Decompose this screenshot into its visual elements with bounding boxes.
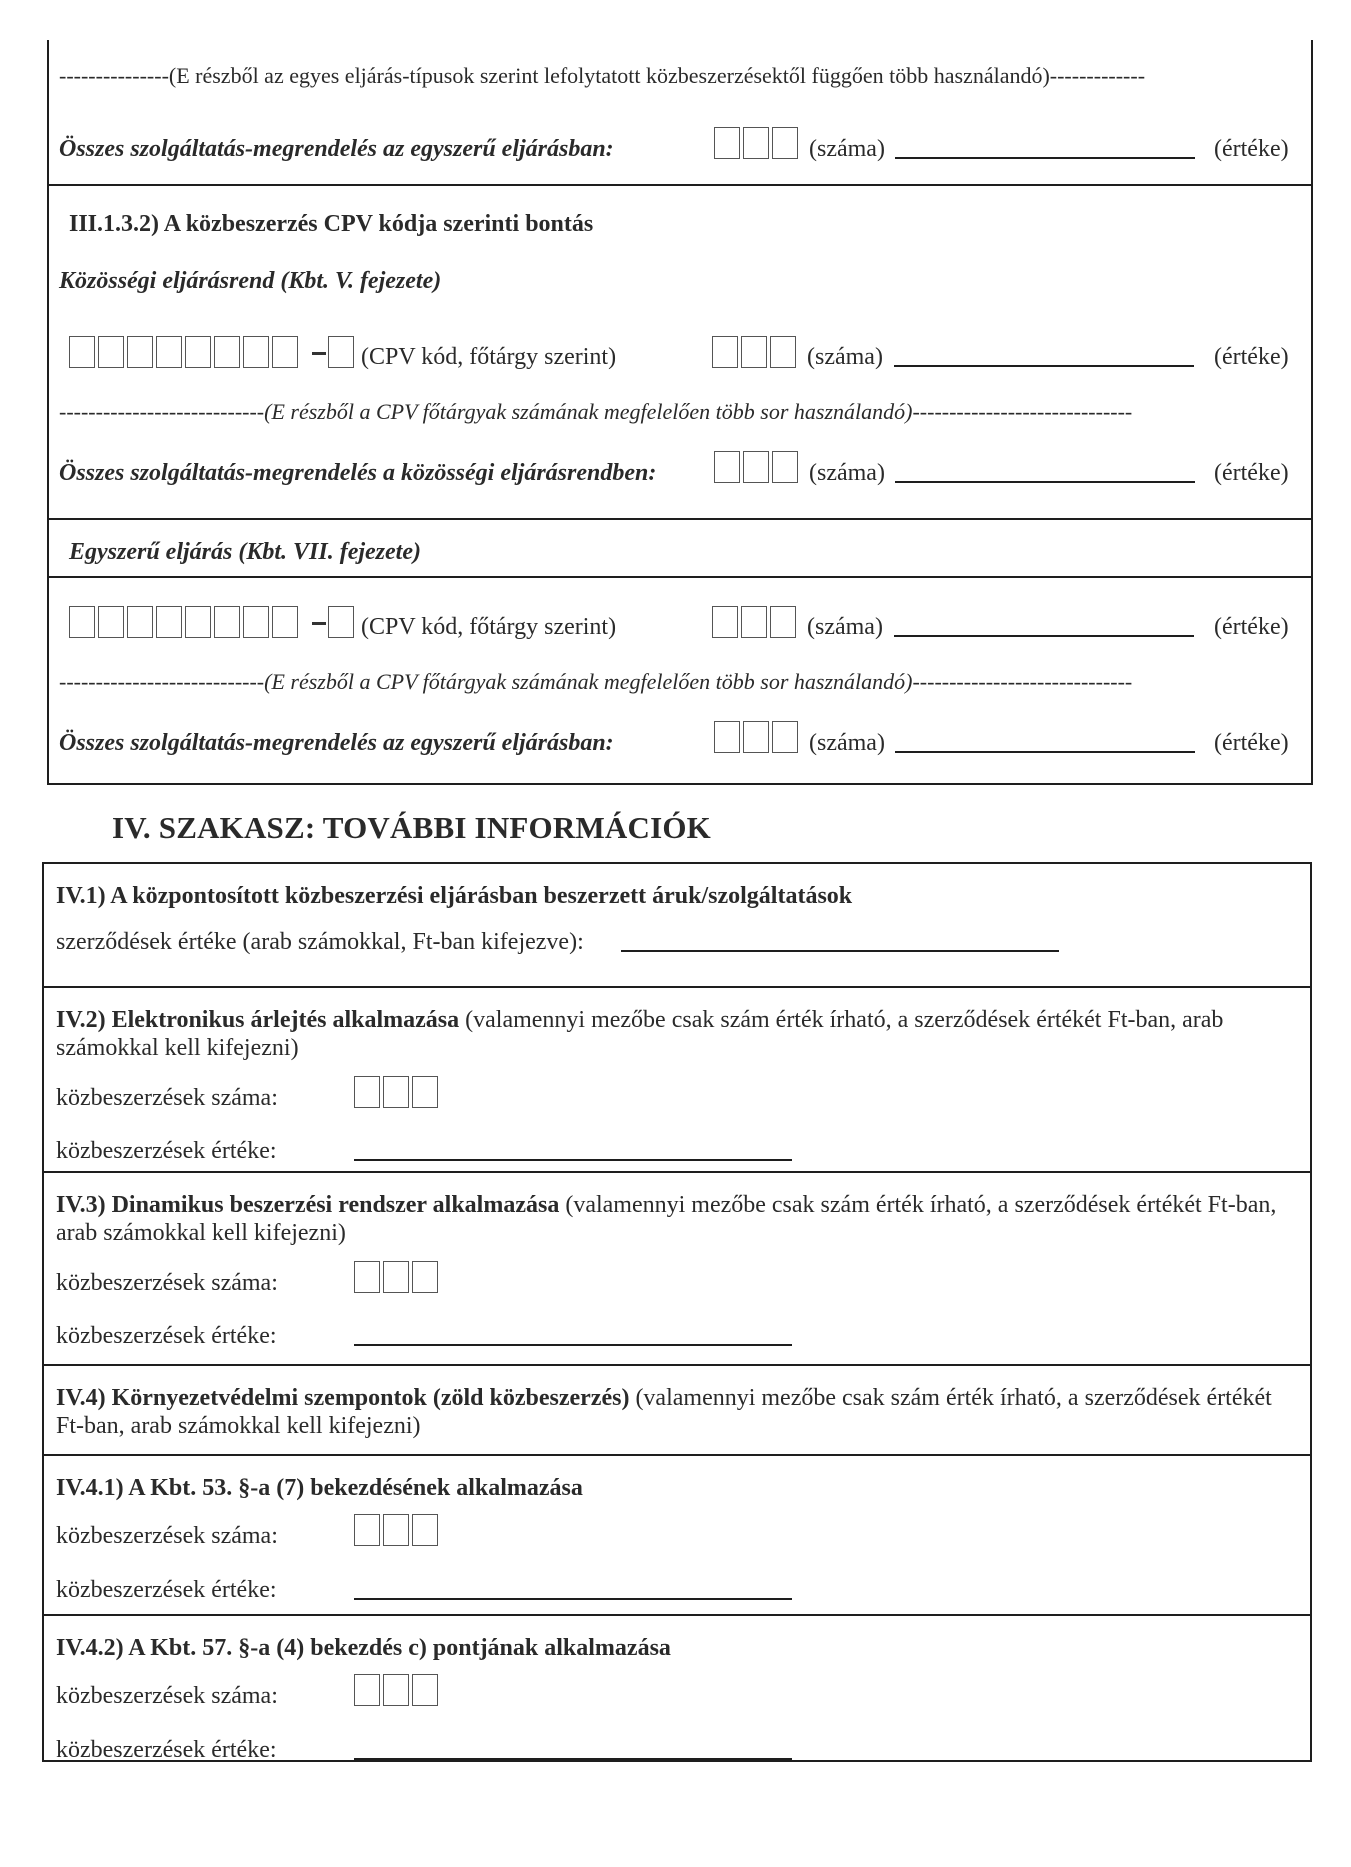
digit-box[interactable]	[383, 1674, 409, 1706]
szama-label: (száma)	[809, 460, 885, 486]
erteke-label: (értéke)	[1214, 136, 1289, 162]
cpv-code-boxes[interactable]	[69, 606, 301, 638]
digit-box[interactable]	[328, 606, 354, 638]
erteke-label: (értéke)	[1214, 460, 1289, 486]
iv1-value-line[interactable]	[621, 950, 1059, 952]
szama-label: (száma)	[807, 614, 883, 640]
simple-title: Egyszerű eljárás (Kbt. VII. fejezete)	[69, 539, 421, 565]
cpv-check-box[interactable]	[328, 336, 357, 368]
iv4-note: (valamennyi mezőbe csak szám érték írható, a szerződések értékét Ft-ban, arab számokkal kell kifejezni)	[56, 1385, 1272, 1439]
digit-box[interactable]	[69, 606, 95, 638]
total-simple-label: Összes szolgáltatás-megrendelés az egyszerű eljárásban:	[59, 730, 614, 756]
digit-box[interactable]	[156, 336, 182, 368]
cpv-check-box[interactable]	[328, 606, 357, 638]
total-simple-label: Összes szolgáltatás-megrendelés az egyszerű eljárásban:	[59, 136, 614, 162]
value-label: közbeszerzések értéke:	[56, 1323, 277, 1349]
count-boxes[interactable]	[354, 1261, 441, 1293]
digit-box[interactable]	[741, 606, 767, 638]
szama-label: (száma)	[809, 136, 885, 162]
cpv-label: (CPV kód, főtárgy szerint)	[361, 344, 617, 370]
cpv-code-boxes[interactable]	[69, 336, 301, 368]
digit-box[interactable]	[383, 1514, 409, 1546]
iv2-note: (valamennyi mezőbe csak szám érték írható, a szerződések értékét Ft-ban, arab számokkal kell kifejezni)	[56, 1007, 1224, 1061]
iv1-sub: szerződések értéke (arab számokkal, Ft-ban kifejezve):	[56, 929, 584, 955]
value-line[interactable]	[895, 157, 1195, 159]
digit-box[interactable]	[214, 336, 240, 368]
cpv-heading: III.1.3.2) A közbeszerzés CPV kódja szerinti bontás	[69, 211, 594, 237]
cpv-dash	[312, 622, 326, 625]
digit-box[interactable]	[156, 606, 182, 638]
section-iv-frame	[42, 862, 1312, 1762]
count-boxes[interactable]	[354, 1514, 441, 1546]
digit-box[interactable]	[714, 127, 740, 159]
digit-box[interactable]	[354, 1674, 380, 1706]
iv2-heading	[56, 1006, 1296, 1062]
iv3-title: IV.3) Dinamikus beszerzési rendszer alkalmazása	[56, 1192, 560, 1218]
count-boxes[interactable]	[714, 127, 801, 159]
digit-box[interactable]	[185, 336, 211, 368]
iv2-row	[44, 986, 1310, 1173]
digit-box[interactable]	[772, 721, 798, 753]
digit-box[interactable]	[354, 1514, 380, 1546]
iv42-title: IV.4.2) A Kbt. 57. §-a (4) bekezdés c) pontjának alkalmazása	[56, 1635, 671, 1661]
value-label: közbeszerzések értéke:	[56, 1138, 277, 1164]
count-label: közbeszerzések száma:	[56, 1270, 278, 1296]
digit-box[interactable]	[214, 606, 240, 638]
iv4-row	[44, 1364, 1310, 1456]
top-form-frame	[47, 40, 1313, 785]
erteke-label: (értéke)	[1214, 614, 1289, 640]
digit-box[interactable]	[743, 451, 769, 483]
iv2-title: IV.2) Elektronikus árlejtés alkalmazása	[56, 1007, 460, 1033]
digit-box[interactable]	[770, 336, 796, 368]
digit-box[interactable]	[98, 336, 124, 368]
count-boxes[interactable]	[712, 606, 799, 638]
iv3-heading	[56, 1191, 1296, 1247]
digit-box[interactable]	[772, 127, 798, 159]
iv41-row	[44, 1454, 1310, 1616]
simple-procedure-section	[49, 576, 1311, 785]
digit-box[interactable]	[383, 1076, 409, 1108]
szama-label: (száma)	[807, 344, 883, 370]
iv4-heading	[56, 1384, 1296, 1440]
iv3-row	[44, 1171, 1310, 1366]
value-line[interactable]	[895, 481, 1195, 483]
section-iv-title: IV. SZAKASZ: TOVÁBBI INFORMÁCIÓK	[112, 810, 711, 845]
value-line[interactable]	[354, 1344, 792, 1346]
erteke-label: (értéke)	[1214, 344, 1289, 370]
count-boxes[interactable]	[354, 1674, 441, 1706]
digit-box[interactable]	[770, 606, 796, 638]
value-line[interactable]	[354, 1598, 792, 1600]
count-label: közbeszerzések száma:	[56, 1683, 278, 1709]
value-line[interactable]	[895, 751, 1195, 753]
digit-box[interactable]	[185, 606, 211, 638]
digit-box[interactable]	[272, 336, 298, 368]
digit-box[interactable]	[243, 336, 269, 368]
count-boxes[interactable]	[714, 451, 801, 483]
digit-box[interactable]	[412, 1261, 438, 1293]
digit-box[interactable]	[412, 1076, 438, 1108]
count-boxes[interactable]	[354, 1076, 441, 1108]
value-line[interactable]	[354, 1159, 792, 1161]
iv42-row	[44, 1614, 1310, 1764]
cpv-separator-note: ----------------------------(E részből a CPV főtárgyak számának megfelelően több sor használandó)------------------------------	[59, 669, 1133, 694]
digit-box[interactable]	[743, 127, 769, 159]
iv41-title: IV.4.1) A Kbt. 53. §-a (7) bekezdésének alkalmazása	[56, 1475, 583, 1501]
digit-box[interactable]	[243, 606, 269, 638]
separator-note: ---------------(E részből az egyes eljárás-típusok szerint lefolytatott közbeszerzésektől függően több használandó)-------------	[59, 63, 1146, 88]
value-label: közbeszerzések értéke:	[56, 1737, 277, 1763]
value-line[interactable]	[894, 365, 1194, 367]
digit-box[interactable]	[69, 336, 95, 368]
digit-box[interactable]	[98, 606, 124, 638]
digit-box[interactable]	[412, 1674, 438, 1706]
iv4-title: IV.4) Környezetvédelmi szempontok (zöld közbeszerzés)	[56, 1385, 630, 1411]
szama-label: (száma)	[809, 730, 885, 756]
total-community-label: Összes szolgáltatás-megrendelés a közösségi eljárásrendben:	[59, 460, 657, 486]
count-label: közbeszerzések száma:	[56, 1523, 278, 1549]
cpv-label: (CPV kód, főtárgy szerint)	[361, 614, 617, 640]
value-label: közbeszerzések értéke:	[56, 1577, 277, 1603]
count-label: közbeszerzések száma:	[56, 1085, 278, 1111]
iv3-note: (valamennyi mezőbe csak szám érték írható, a szerződések értékét Ft-ban, arab számokkal kell kifejezni)	[56, 1192, 1277, 1246]
digit-box[interactable]	[412, 1514, 438, 1546]
digit-box[interactable]	[772, 451, 798, 483]
community-title: Közösségi eljárásrend (Kbt. V. fejezete)	[59, 268, 442, 294]
digit-box[interactable]	[354, 1261, 380, 1293]
digit-box[interactable]	[712, 606, 738, 638]
count-boxes[interactable]	[712, 336, 799, 368]
erteke-label: (értéke)	[1214, 730, 1289, 756]
simple-procedure-title-row	[49, 518, 1311, 578]
digit-box[interactable]	[741, 336, 767, 368]
digit-box[interactable]	[383, 1261, 409, 1293]
cpv-dash	[312, 352, 326, 355]
digit-box[interactable]	[714, 451, 740, 483]
value-line[interactable]	[354, 1758, 792, 1760]
digit-box[interactable]	[272, 606, 298, 638]
digit-box[interactable]	[328, 336, 354, 368]
digit-box[interactable]	[127, 606, 153, 638]
value-line[interactable]	[894, 635, 1194, 637]
cpv-separator-note: ----------------------------(E részből a CPV főtárgyak számának megfelelően több sor használandó)------------------------------	[59, 399, 1133, 424]
iv1-title: IV.1) A központosított közbeszerzési eljárásban beszerzett áruk/szolgáltatások	[56, 883, 853, 909]
digit-box[interactable]	[354, 1076, 380, 1108]
digit-box[interactable]	[714, 721, 740, 753]
count-boxes[interactable]	[714, 721, 801, 753]
digit-box[interactable]	[712, 336, 738, 368]
digit-box[interactable]	[743, 721, 769, 753]
digit-box[interactable]	[127, 336, 153, 368]
